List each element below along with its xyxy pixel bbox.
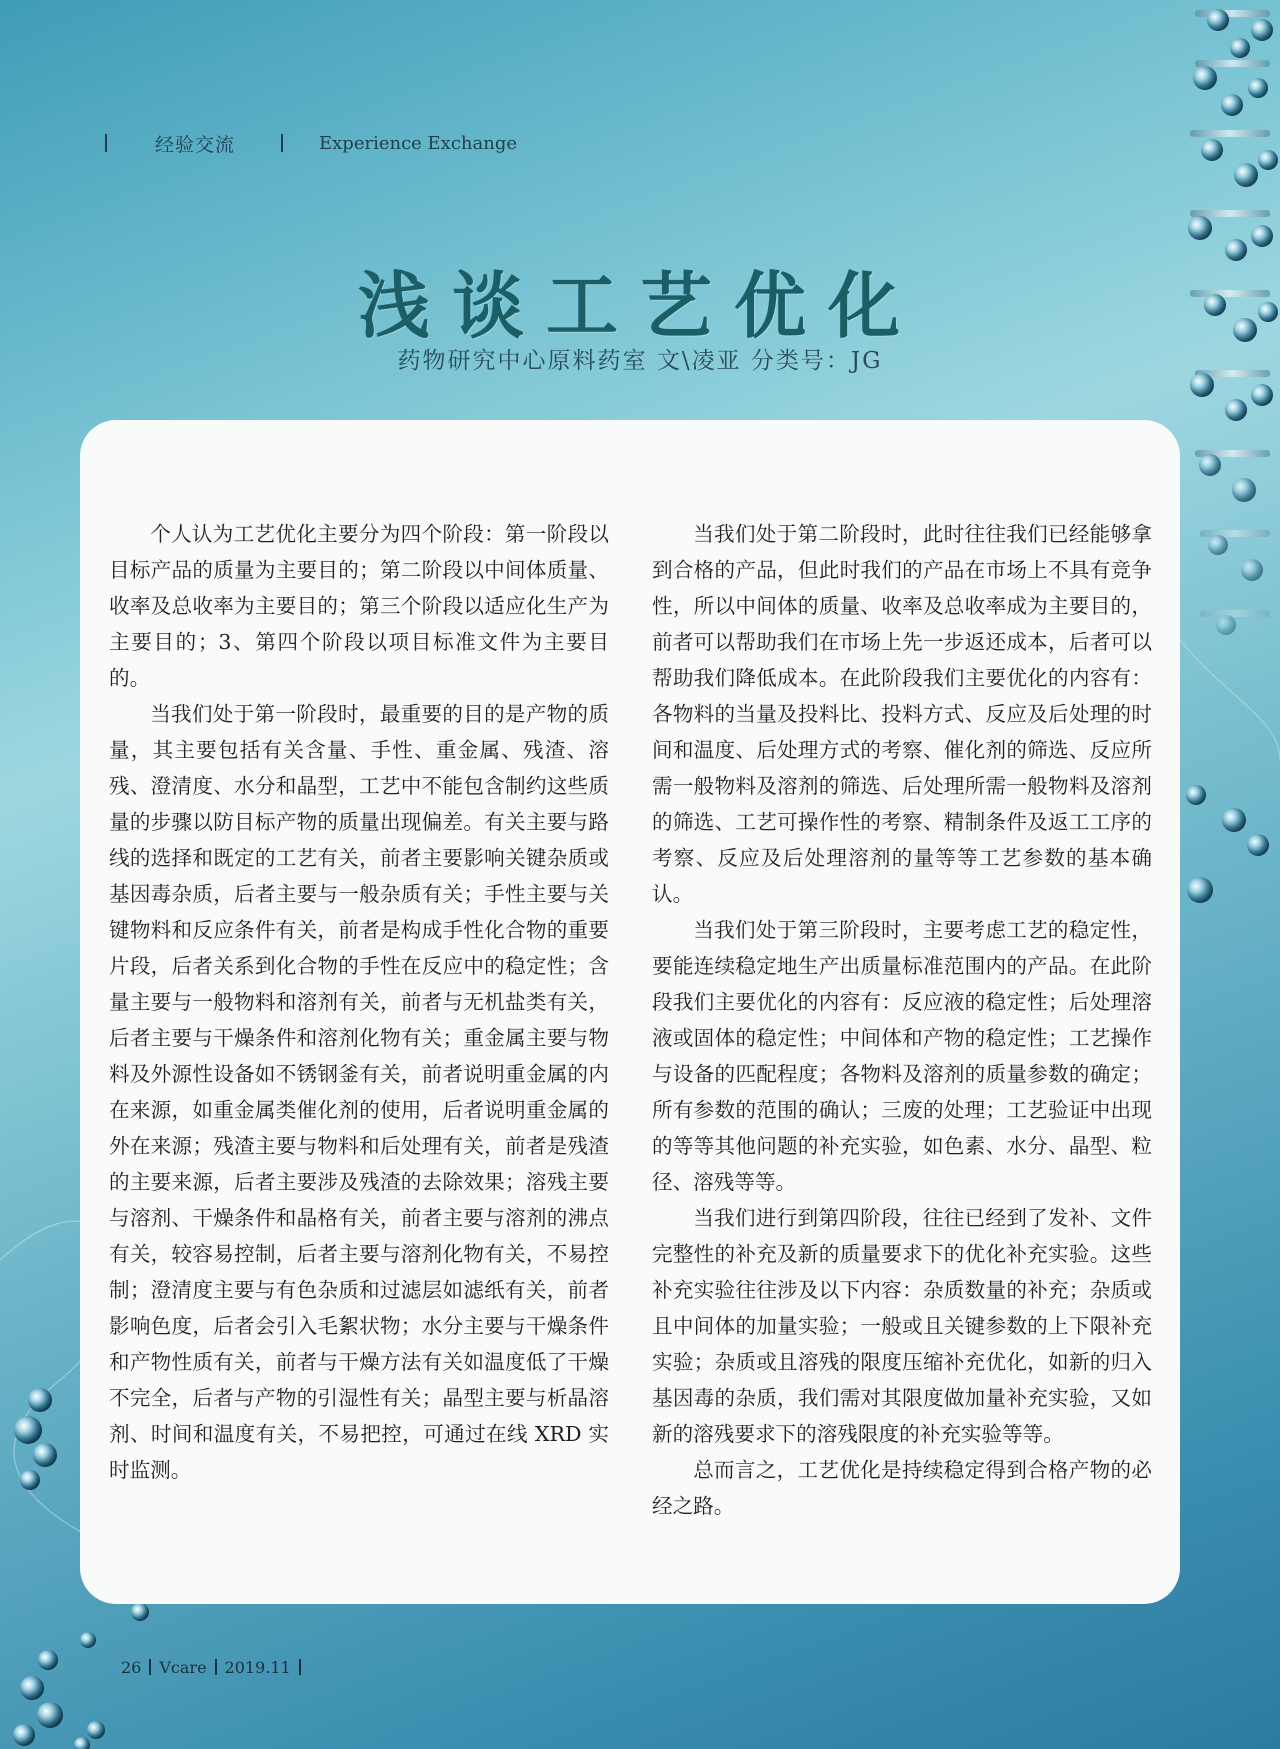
- article-byline: 药物研究中心原料药室 文\凌亚 分类号：JG: [397, 348, 883, 374]
- page-footer: [121, 1656, 309, 1678]
- paragraph: 当我们进行到第四阶段，往往已经到了发补、文件完整性的补充及新的质量要求下的优化补充实验。这些补充实验往往涉及以下内容：杂质数量的补充；杂质或且中间体的加量实验；一般或且关键参数的上下限补充实验；杂质或且溶残的限度压缩补充优化，如新的归入基因毒的杂质，我们需对其限度做加量补充实验，又如新的溶残要求下的溶残限度的补充实验等等。: [652, 1206, 1152, 1446]
- paragraph: 当我们处于第三阶段时，主要考虑工艺的稳定性，要能连续稳定地生产出质量标准范围内的产品。在此阶段我们主要优化的内容有：反应液的稳定性；后处理溶液或固体的稳定性；中间体和产物的稳定性；工艺操作与设备的匹配程度；各物料及溶剂的质量参数的确定；所有参数的范围的确认；三废的处理；工艺验证中出现的等等其他问题的补充实验，如色素、水分、晶型、粒径、溶残等等。: [652, 918, 1152, 1194]
- paragraph: 总而言之，工艺优化是持续稳定得到合格产物的必经之路。: [652, 1458, 1152, 1518]
- right-column: [652, 516, 1152, 1524]
- header-divider: [281, 134, 283, 152]
- footer-divider: [299, 1659, 301, 1675]
- left-column: [109, 516, 609, 1488]
- article-title: 浅谈工艺优化: [357, 263, 922, 348]
- footer-divider: [149, 1659, 151, 1675]
- dna-strand-decoration: [1186, 9, 1278, 903]
- article-body-card: [80, 420, 1180, 1604]
- magazine-name: Vcare: [159, 1657, 207, 1677]
- section-title-cn: 经验交流: [155, 133, 236, 156]
- paragraph: 个人认为工艺优化主要分为四个阶段：第一阶段以目标产品的质量为主要目的；第二阶段以中间体质量、收率及总收率为主要目的；第三个阶段以适应化生产为主要目的；3、第四个阶段以项目标准文件为主要目的。: [109, 522, 609, 690]
- section-header: [105, 128, 517, 158]
- page-number: 26: [121, 1657, 142, 1677]
- paragraph: 当我们处于第一阶段时，最重要的目的是产物的质量，其主要包括有关含量、手性、重金属、残渣、溶残、澄清度、水分和晶型，工艺中不能包含制约这些质量的步骤以防目标产物的质量出现偏差。有关主要与路线的选择和既定的工艺有关，前者主要影响关键杂质或基因毒杂质，后者主要与一般杂质有关；手性主要与关键物料和反应条件有关，前者是构成手性化合物的重要片段，后者关系到化合物的手性在反应中的稳定性；含量主要与一般物料和溶剂有关，前者与无机盐类有关，后者主要与干燥条件和溶剂化物有关；重金属主要与物料及外源性设备如不锈钢釜有关，前者说明重金属的内在来源，如重金属类催化剂的使用，后者说明重金属的外在来源；残渣主要与物料和后处理有关，前者是残渣的主要来源，后者主要涉及残渣的去除效果；溶残主要与溶剂、干燥条件和晶格有关，前者主要与溶剂的沸点有关，较容易控制，后者主要与溶剂化物有关，不易控制；澄清度主要与有色杂质和过滤层如滤纸有关，前者影响色度，后者会引入毛絮状物；水分主要与干燥条件和产物性质有关，前者与干燥方法有关如温度低了干燥不完全，后者与产物的引湿性有关；晶型主要与析晶溶剂、时间和温度有关，不易把控，可通过在线 XRD 实时监测。: [109, 702, 609, 1482]
- footer-divider: [215, 1659, 217, 1675]
- issue-date: 2019.11: [224, 1657, 291, 1677]
- paragraph: 当我们处于第二阶段时，此时往往我们已经能够拿到合格的产品，但此时我们的产品在市场上不具有竞争性，所以中间体的质量、收率及总收率成为主要目的，前者可以帮助我们在市场上先一步返还成本，后者可以帮助我们降低成本。在此阶段我们主要优化的内容有：各物料的当量及投料比、投料方式、反应及后处理的时间和温度、后处理方式的考察、催化剂的筛选、反应所需一般物料及溶剂的筛选、后处理所需一般物料及溶剂的筛选、工艺可操作性的考察、精制条件及返工工序的考察、反应及后处理溶剂的量等等工艺参数的基本确认。: [652, 522, 1152, 906]
- section-title-en: Experience Exchange: [319, 132, 518, 154]
- header-divider: [105, 134, 107, 152]
